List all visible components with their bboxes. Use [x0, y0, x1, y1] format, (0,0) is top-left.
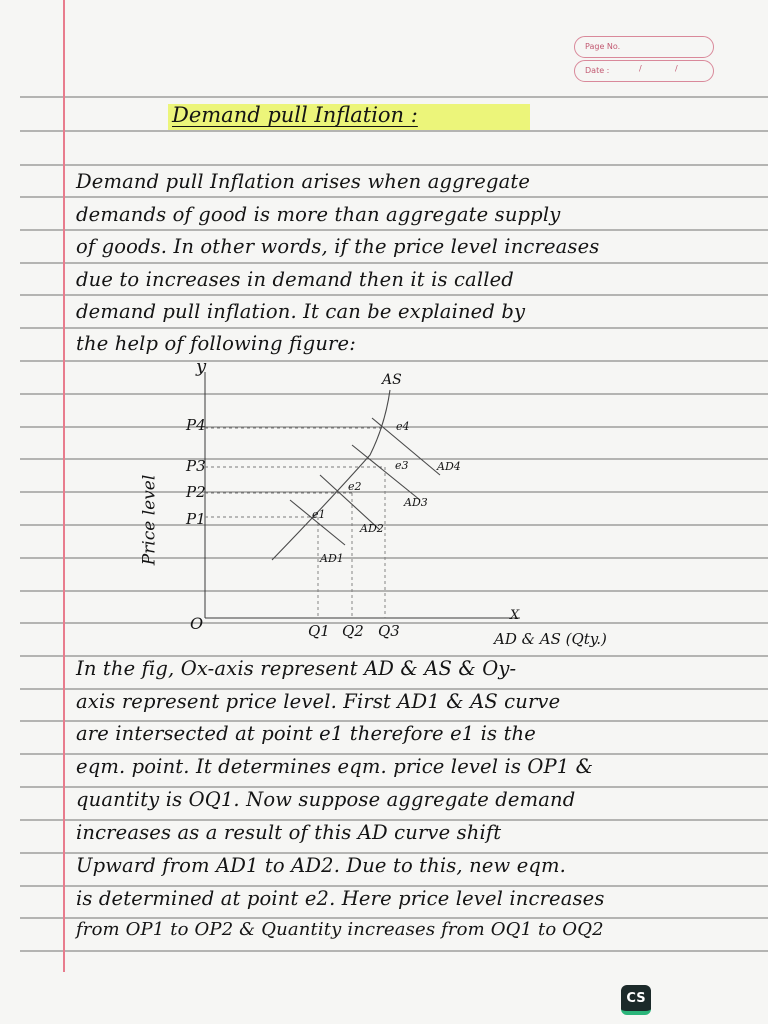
- tick-q1: Q1: [308, 622, 330, 640]
- camscanner-logo: CS: [621, 985, 651, 1015]
- point-e1: e1: [312, 508, 326, 521]
- ad2-label: AD2: [360, 522, 384, 535]
- text-line: quantity is OQ1. Now suppose aggregate demand: [76, 788, 576, 811]
- page-title: Demand pull Inflation :: [172, 103, 418, 127]
- as-label: AS: [382, 372, 402, 388]
- tick-p1: P1: [186, 510, 206, 528]
- text-line: demand pull inflation. It can be explained by: [76, 300, 526, 323]
- tick-p3: P3: [186, 457, 206, 475]
- page-number-label: Page No.: [585, 42, 621, 51]
- ad3-label: AD3: [404, 496, 428, 509]
- text-line: Upward from AD1 to AD2. Due to this, new eqm.: [76, 854, 567, 877]
- tick-q2: Q2: [342, 622, 364, 640]
- x-axis-title: AD & AS (Qty.): [494, 630, 607, 648]
- ad3-curve: [352, 445, 420, 500]
- date-slash: /: [639, 64, 642, 73]
- y-axis-title: Price level: [139, 474, 160, 566]
- date-label: Date :: [585, 66, 610, 75]
- x-axis-letter: X: [510, 608, 520, 623]
- text-line: is determined at point e2. Here price level increases: [76, 887, 605, 910]
- text-line: eqm. point. It determines eqm. price level is OP1 &: [76, 755, 594, 778]
- text-line: from OP1 to OP2 & Quantity increases from OQ1 to OQ2: [76, 919, 604, 940]
- ad4-label: AD4: [437, 460, 461, 473]
- date-slash: /: [675, 64, 678, 73]
- tick-p2: P2: [186, 483, 206, 501]
- y-axis-letter: y: [196, 356, 207, 377]
- text-line: axis represent price level. First AD1 & AS curve: [76, 690, 561, 713]
- text-line: increases as a result of this AD curve shift: [76, 821, 502, 844]
- ad1-label: AD1: [320, 552, 344, 565]
- text-line: are intersected at point e1 therefore e1 is the: [76, 722, 536, 745]
- ad1-curve: [290, 500, 345, 545]
- point-e3: e3: [395, 459, 409, 472]
- tick-q3: Q3: [378, 622, 400, 640]
- point-e2: e2: [348, 480, 362, 493]
- tick-p4: P4: [186, 416, 206, 434]
- text-line: of goods. In other words, if the price level increases: [76, 235, 600, 258]
- text-line: due to increases in demand then it is called: [76, 268, 514, 291]
- text-line: the help of following figure:: [76, 332, 356, 355]
- point-e4: e4: [396, 420, 410, 433]
- text-line: demands of good is more than aggregate supply: [76, 203, 561, 226]
- text-line: In the fig, Ox-axis represent AD & AS & Oy-: [76, 657, 517, 680]
- text-line: Demand pull Inflation arises when aggregate: [76, 170, 531, 193]
- origin-label: O: [190, 614, 204, 633]
